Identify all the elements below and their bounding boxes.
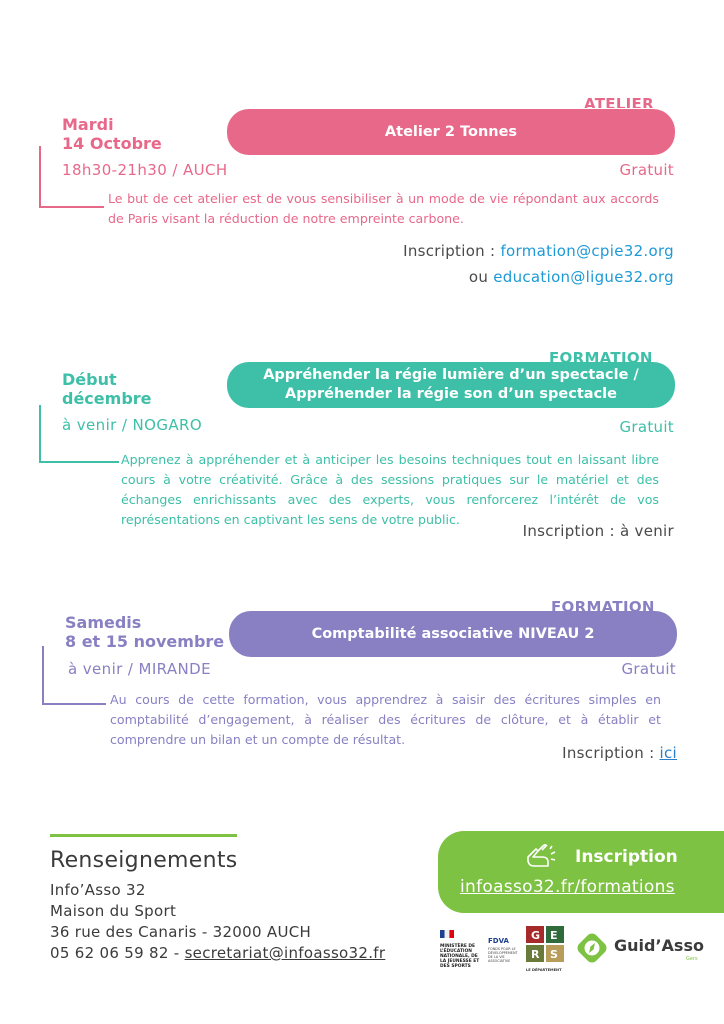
event-place: à venir / MIRANDE bbox=[68, 660, 211, 678]
event-place: à venir / NOGARO bbox=[62, 416, 203, 434]
svg-text:G: G bbox=[531, 929, 541, 942]
event-bracket bbox=[39, 146, 104, 208]
event-inscription: Inscription : à venir bbox=[522, 522, 674, 540]
fdva-logo bbox=[488, 937, 522, 963]
guidasso-text: Guid’Asso bbox=[614, 936, 704, 955]
inscription-email-link[interactable]: education@ligue32.org bbox=[493, 268, 674, 286]
inscription-label: Inscription : bbox=[403, 242, 501, 260]
event-price: Gratuit bbox=[619, 418, 674, 436]
svg-text:R: R bbox=[531, 948, 540, 961]
event-place: 18h30-21h30 / AUCH bbox=[62, 161, 228, 179]
event-title-line2: Appréhender la régie son d’un spectacle bbox=[285, 386, 617, 402]
event-date-line2: 8 et 15 novembre bbox=[65, 632, 225, 651]
contact-address: 36 rue des Canaris - 32000 AUCH bbox=[50, 923, 312, 941]
event-price: Gratuit bbox=[619, 161, 674, 179]
contact-email-link[interactable]: secretariat@infoasso32.fr bbox=[184, 944, 386, 962]
footer-heading: Renseignements bbox=[50, 848, 238, 873]
contact-phone: 05 62 06 59 82 - bbox=[50, 944, 185, 962]
ministere-logo bbox=[440, 923, 484, 973]
event-bracket bbox=[42, 646, 106, 705]
guidasso-subtext: Gers bbox=[686, 956, 698, 962]
gers-subtext: LE DÉPARTEMENT bbox=[526, 968, 562, 972]
event-date-line1: Début bbox=[62, 370, 117, 389]
contact-org: Info’Asso 32 bbox=[50, 881, 146, 899]
event-date-line2: 14 Octobre bbox=[62, 134, 162, 153]
gers-mosaic-icon bbox=[526, 926, 564, 962]
event-date-line1: Mardi bbox=[62, 115, 114, 134]
inscription-box-title: Inscription bbox=[575, 847, 678, 867]
event-title-pill bbox=[229, 611, 677, 657]
event-date-line1: Samedis bbox=[65, 613, 142, 632]
event-title: Comptabilité associative NIVEAU 2 bbox=[311, 625, 595, 642]
fdva-subtext: FONDS POUR LE DÉVELOPPEMENT DE LA VIE ASSOCIATIVE bbox=[488, 947, 518, 963]
inscription-link[interactable]: ici bbox=[659, 744, 677, 762]
event-description: Le but de cet atelier est de vous sensibiliser à un mode de vie répondant aux accords de Paris visant la réduction de notre empreinte carbone. bbox=[108, 191, 659, 226]
inscription-or: ou bbox=[468, 268, 494, 286]
inscription-email-link[interactable]: formation@cpie32.org bbox=[500, 242, 674, 260]
event-date bbox=[62, 370, 152, 408]
contact-building: Maison du Sport bbox=[50, 902, 177, 920]
event-kind-label: FORMATION bbox=[549, 350, 653, 362]
inscription-url-link[interactable]: infoasso32.fr/formations bbox=[460, 877, 675, 897]
event-bracket bbox=[39, 405, 119, 463]
event-title: Atelier 2 Tonnes bbox=[384, 123, 518, 140]
contact-block bbox=[50, 880, 385, 964]
event-date-line2: décembre bbox=[62, 389, 152, 408]
event-kind-label: ATELIER bbox=[584, 96, 654, 108]
click-hand-icon bbox=[524, 839, 558, 869]
marianne-icon bbox=[440, 930, 454, 938]
event-inscription bbox=[403, 238, 674, 290]
event-price: Gratuit bbox=[621, 660, 676, 678]
ministere-text: MINISTÈRE DE L’ÉDUCATION NATIONALE, DE LA JEUNESSE ET DES SPORTS bbox=[440, 944, 480, 969]
inscription-box[interactable] bbox=[438, 831, 724, 913]
compass-icon bbox=[576, 932, 608, 964]
fdva-text: FDVA bbox=[488, 937, 509, 945]
event-title-pill bbox=[227, 109, 675, 155]
event-description: Au cours de cette formation, vous apprendrez à saisir des écritures simples en comptabilité d’engagement, à réaliser des écritures de clôture, et à établir et comprendre un bilan et un compte de résultat. bbox=[110, 692, 661, 747]
svg-text:S: S bbox=[550, 948, 558, 961]
guidasso-logo bbox=[576, 930, 704, 970]
gers-logo bbox=[526, 926, 564, 972]
footer-divider bbox=[50, 834, 237, 837]
svg-text:E: E bbox=[550, 929, 558, 942]
event-description: Apprenez à appréhender et à anticiper les besoins techniques tout en laissant libre cours à votre créativité. Grâce à des sessions pratiques sur le matériel et des échanges enrichissants avec des experts, vous renforcerez l’intérêt de vos représentations en captivant les sens de votre public. bbox=[121, 452, 659, 527]
event-kind-label: FORMATION bbox=[551, 599, 655, 611]
event-inscription bbox=[562, 744, 677, 762]
event-title-pill bbox=[227, 362, 675, 408]
event-title: Appréhender la régie lumière d’un spectacle / bbox=[263, 367, 639, 383]
inscription-label: Inscription : bbox=[562, 744, 660, 762]
